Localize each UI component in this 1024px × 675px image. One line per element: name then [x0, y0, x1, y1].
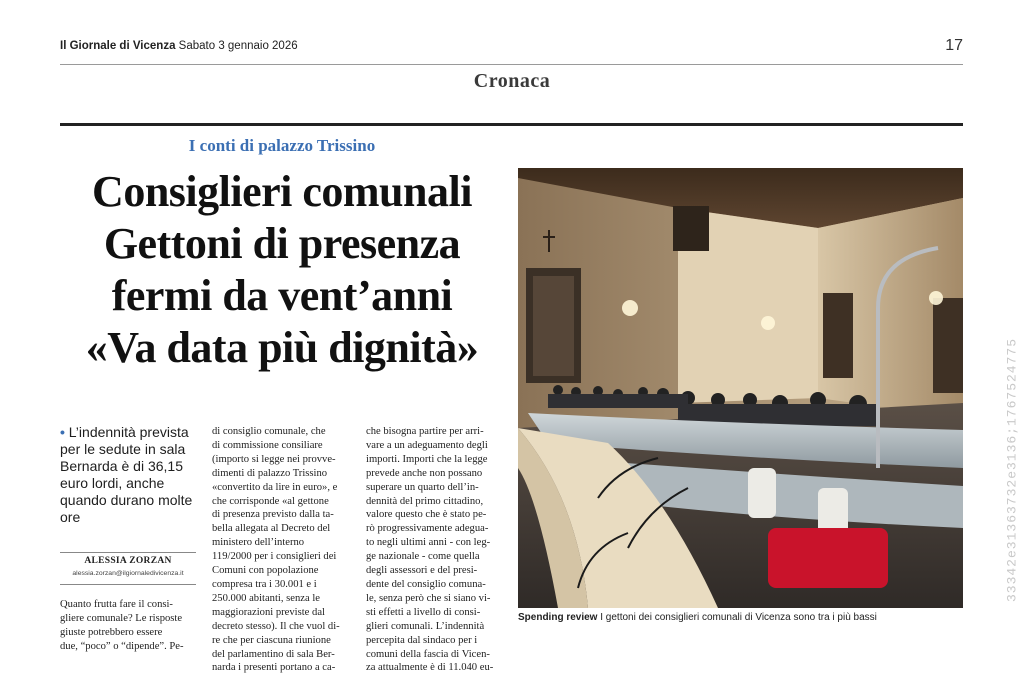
- text-line: Comuni con popolazione: [212, 565, 319, 577]
- text-line: ministero dell’interno: [212, 537, 305, 549]
- author-email: alessia.zorzan@ilgiornaledivicenza.it: [72, 570, 184, 577]
- text-line: narda i presenti portano a ca-: [212, 662, 336, 674]
- side-code: [1002, 300, 1022, 640]
- text-line: che corrisponde «al gettone: [212, 495, 329, 507]
- article-column-3: [366, 425, 508, 675]
- text-line: (importo si legge nei provve-: [212, 453, 336, 465]
- section-rule: [60, 123, 963, 126]
- byline-rule-top: [60, 552, 196, 553]
- text-line: gliere comunale? Le risposte: [60, 612, 183, 624]
- text-line: di commissione consiliare: [212, 439, 323, 451]
- text-line: to negli ultimi anni - con leg-: [366, 537, 491, 549]
- text-line: dente del consiglio comuna-: [366, 578, 486, 590]
- summary: [60, 424, 200, 526]
- caption-label: Spending review: [518, 612, 598, 623]
- text-line: giuste potrebbero essere: [60, 626, 163, 638]
- text-line: percepita dal sindaco per i: [366, 634, 478, 646]
- text-line: importi. Importi che la legge: [366, 453, 488, 465]
- text-line: dimenti di palazzo Trissino: [212, 467, 328, 479]
- text-line: sti effetti a livello di consi-: [366, 606, 481, 618]
- text-line: za attualmente è di 11.040 eu-: [366, 662, 494, 674]
- header-rule: [60, 64, 963, 65]
- headline-line: Gettoni di presenza: [103, 219, 461, 268]
- text-line: superare un quarto dell’in-: [366, 481, 479, 493]
- article-column-2: [212, 425, 354, 675]
- byline-rule-bottom: [60, 584, 196, 585]
- text-line: prevede anche non possano: [366, 467, 483, 479]
- text-line: compresa tra i 30.001 e i: [212, 578, 317, 590]
- text-line: «convertito da lire in euro», e: [212, 481, 338, 493]
- text-line: bella allegata al Decreto del: [212, 523, 331, 535]
- author-name: ALESSIA ZORZAN: [84, 556, 172, 566]
- text-line: glieri comunali. L’indennità: [366, 620, 485, 632]
- kicker: I conti di palazzo Trissino: [188, 136, 376, 155]
- text-line: dennità del primo cittadino,: [366, 495, 484, 507]
- photo-illustration: [518, 168, 963, 608]
- text-line: le, senza però che si siano vi-: [366, 592, 491, 604]
- text-line: comuni della fascia di Vicen-: [366, 648, 490, 660]
- side-code-text: 33342e31363732e3136;1767524775: [1004, 337, 1020, 603]
- publication-date: Sabato 3 gennaio 2026: [178, 40, 298, 52]
- article-column-1: [60, 598, 200, 654]
- photo-caption: [518, 612, 963, 623]
- text-line: re che per ciascuna riunione: [212, 634, 331, 646]
- text-line: 119/2000 per i consiglieri dei: [212, 551, 337, 563]
- masthead: [60, 40, 298, 52]
- headline-line: «Va data più dignità»: [85, 323, 479, 372]
- text-line: due, “poco” o “dipende”. Pe-: [60, 640, 184, 652]
- headline-line: Consiglieri comunali: [92, 167, 472, 216]
- text-line: di consiglio comunale, che: [212, 426, 326, 437]
- text-line: rò progressivamente adegua-: [366, 523, 489, 535]
- text-line: che bisogna partire per arri-: [366, 426, 484, 437]
- page-number: 17: [945, 37, 963, 54]
- page-header: [60, 38, 963, 60]
- text-line: di presenza previsto dalla ta-: [212, 509, 334, 521]
- publication-name: Il Giornale di Vicenza: [60, 40, 176, 52]
- section-title: Cronaca: [473, 70, 551, 92]
- headline-line: fermi da vent’anni: [111, 271, 453, 320]
- text-line: decreto stesso). Il che vuol di-: [212, 620, 340, 632]
- text-line: maggiorazioni previste dal: [212, 606, 325, 618]
- text-line: 250.000 abitanti, senza le: [212, 592, 320, 604]
- summary-text: L’indennità prevista per le sedute in sala Bernarda è di 36,15 euro lordi, anche quando durano molte ore: [60, 424, 193, 525]
- text-line: Quanto frutta fare il consi-: [60, 599, 173, 610]
- text-line: valore questo che è stato pe-: [366, 509, 487, 521]
- text-line: del parlamentino di sala Ber-: [212, 648, 335, 660]
- caption-text: I gettoni dei consiglieri comunali di Vicenza sono tra i più bassi: [600, 612, 877, 623]
- text-line: ge nazionale - come quella: [366, 551, 480, 563]
- bullet-icon: •: [60, 424, 65, 440]
- council-chamber-photo: [518, 168, 963, 608]
- headline: [56, 166, 508, 374]
- text-line: vare a un adeguamento degli: [366, 439, 488, 451]
- text-line: degli assessori e del presi-: [366, 565, 478, 577]
